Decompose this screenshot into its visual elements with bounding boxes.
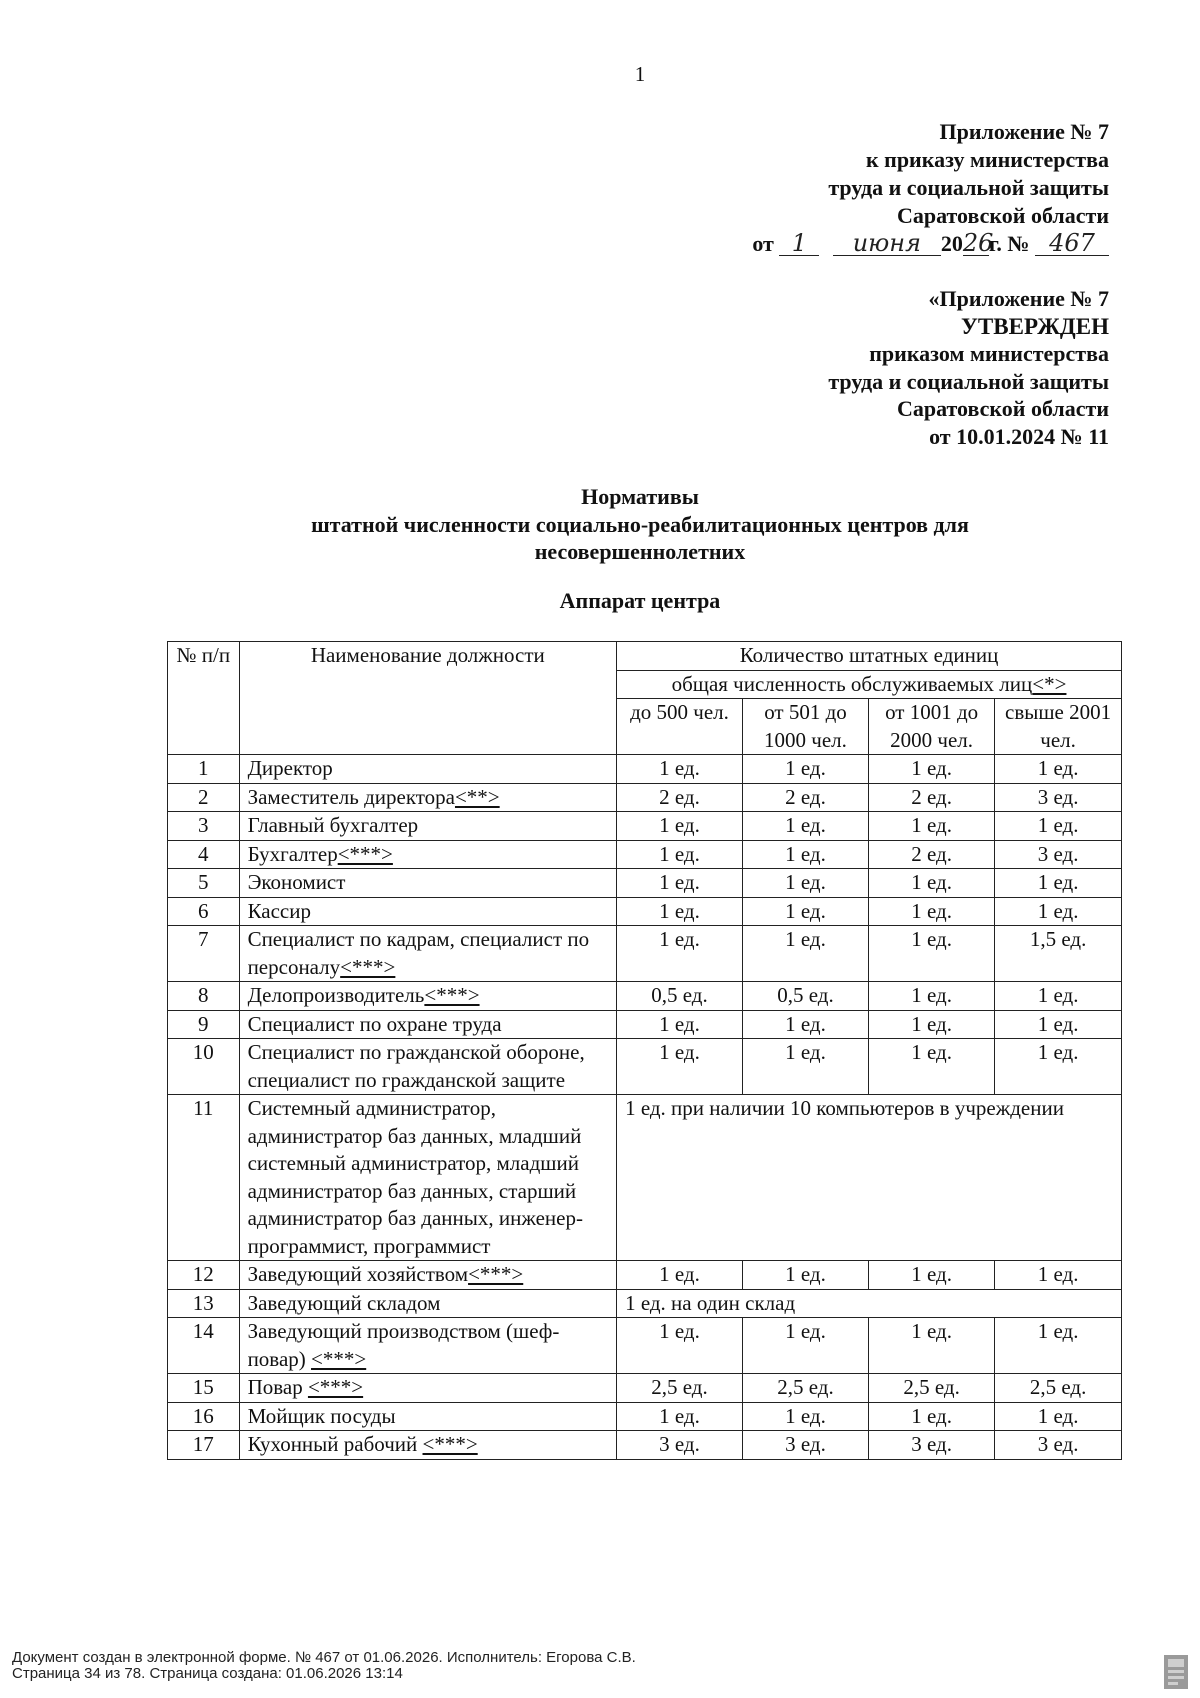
title-line-1: Нормативы [581, 484, 699, 509]
order-year-postfix: г. № [988, 231, 1030, 256]
row-units-q3: 1 ед. [869, 812, 995, 841]
footnote-ref: <***> [468, 1262, 524, 1286]
row-position [239, 1318, 617, 1374]
row-number: 8 [168, 982, 240, 1011]
approval-line-2: УТВЕРЖДЕН [961, 313, 1109, 339]
row-units-q2: 1 ед. [742, 1039, 868, 1095]
row-number: 14 [168, 1318, 240, 1374]
footnote-ref: <***> [422, 1432, 478, 1456]
row-units-q4: 1 ед. [995, 812, 1122, 841]
row-units-q4: 1,5 ед. [995, 926, 1122, 982]
row-units-q2: 1 ед. [742, 812, 868, 841]
table-row [168, 1095, 1122, 1261]
row-units-q3: 1 ед. [869, 1010, 995, 1039]
row-number: 15 [168, 1374, 240, 1403]
position-name: Системный администратор, администратор баз данных, младший системный администратор, младший администратор баз данных, старший администратор баз данных, инженер-программист, программист [247, 1096, 583, 1258]
row-position [239, 869, 617, 898]
row-units-q4: 3 ед. [995, 840, 1122, 869]
row-units-q1: 1 ед. [617, 812, 743, 841]
table-row [168, 869, 1122, 898]
row-number: 13 [168, 1289, 240, 1318]
row-units-q1: 1 ед. [617, 1010, 743, 1039]
row-position [239, 783, 617, 812]
table-row [168, 783, 1122, 812]
row-units-q3: 1 ед. [869, 869, 995, 898]
table-row [168, 1318, 1122, 1374]
header-q1: до 500 чел. [617, 699, 743, 755]
row-number: 11 [168, 1095, 240, 1261]
row-position [239, 982, 617, 1011]
row-units-q3: 1 ед. [869, 1039, 995, 1095]
row-units-q1: 1 ед. [617, 1039, 743, 1095]
header-population-ref: <*> [1032, 671, 1067, 696]
order-date-number [752, 230, 1109, 258]
approval-line-1: «Приложение № 7 [928, 286, 1109, 311]
position-name: Делопроизводитель [247, 983, 425, 1007]
row-units-q3: 1 ед. [869, 1261, 995, 1290]
title-line-3: несовершеннолетних [534, 539, 746, 564]
row-units-note: 1 ед. на один склад [617, 1289, 1122, 1318]
row-position [239, 812, 617, 841]
position-name: Бухгалтер [247, 841, 338, 866]
table-row [168, 1261, 1122, 1290]
footer [12, 1650, 636, 1682]
row-units-q4: 1 ед. [995, 1318, 1122, 1374]
row-position [239, 840, 617, 869]
row-position [239, 897, 617, 926]
row-units-q4: 1 ед. [995, 755, 1122, 784]
row-units-q2: 2 ед. [742, 783, 868, 812]
row-units-q4: 1 ед. [995, 897, 1122, 926]
row-units-q2: 1 ед. [742, 1010, 868, 1039]
table-row [168, 1431, 1122, 1460]
table-row [168, 840, 1122, 869]
row-number: 5 [168, 869, 240, 898]
row-number: 7 [168, 926, 240, 982]
row-units-q2: 1 ед. [742, 926, 868, 982]
order-month: июня [833, 231, 941, 256]
row-units-q4: 1 ед. [995, 1039, 1122, 1095]
appendix-line-1: Приложение № 7 [939, 119, 1109, 144]
footer-line-1: Документ создан в электронной форме. № 467 от 01.06.2026. Исполнитель: Егорова С.В. [12, 1649, 636, 1666]
row-number: 2 [168, 783, 240, 812]
approval-line-6: от 10.01.2024 № 11 [929, 423, 1109, 449]
order-number: 467 [1035, 231, 1109, 256]
approval-line-4: труда и социальной защиты [828, 368, 1109, 394]
approval-line-5: Саратовской области [896, 396, 1109, 421]
row-units-q1: 0,5 ед. [617, 982, 743, 1011]
row-units-q1: 1 ед. [617, 869, 743, 898]
row-number: 10 [168, 1039, 240, 1095]
position-name: Кухонный рабочий [247, 1432, 423, 1456]
row-units-q1: 1 ед. [617, 840, 743, 869]
appendix-header [689, 118, 1109, 230]
approval-line-3: приказом министерства [869, 341, 1109, 366]
order-prefix: от [752, 231, 774, 256]
row-units-q1: 3 ед. [617, 1431, 743, 1460]
row-position [239, 1261, 617, 1290]
row-units-q1: 1 ед. [617, 1261, 743, 1290]
table-row [168, 812, 1122, 841]
footnote-ref: <***> [307, 1375, 364, 1399]
approval-header [689, 285, 1109, 450]
row-units-q4: 1 ед. [995, 869, 1122, 898]
title-line-2: штатной численности социально-реабилитационных центров для [311, 511, 969, 537]
table-row [168, 897, 1122, 926]
row-units-q4: 1 ед. [995, 1010, 1122, 1039]
header-q4: свыше 2001 чел. [995, 699, 1122, 755]
row-units-q2: 1 ед. [742, 1261, 868, 1290]
footer-line-2: Страница 34 из 78. Страница создана: 01.06.2026 13:14 [12, 1665, 403, 1682]
order-day: 1 [779, 231, 819, 256]
row-position [239, 1010, 617, 1039]
appendix-line-3: труда и социальной защиты [828, 175, 1109, 200]
row-position [239, 926, 617, 982]
row-units-q3: 1 ед. [869, 1318, 995, 1374]
row-units-q2: 1 ед. [742, 755, 868, 784]
appendix-line-2: к приказу министерства [865, 147, 1109, 172]
footnote-ref: <***> [337, 841, 393, 866]
position-name: Специалист по гражданской обороне, специалист по гражданской защите [247, 1040, 585, 1092]
row-units-q3: 2 ед. [869, 783, 995, 812]
document-system-icon [1164, 1655, 1188, 1689]
position-name: Заведующий хозяйством [247, 1262, 469, 1286]
row-units-q3: 2 ед. [869, 840, 995, 869]
row-number: 4 [168, 840, 240, 869]
table-row [168, 926, 1122, 982]
table-row [168, 755, 1122, 784]
table-row [168, 1402, 1122, 1431]
row-units-q3: 1 ед. [869, 897, 995, 926]
row-position [239, 1402, 617, 1431]
row-units-q3: 1 ед. [869, 1402, 995, 1431]
row-units-q3: 3 ед. [869, 1431, 995, 1460]
row-units-q3: 2,5 ед. [869, 1374, 995, 1403]
position-name: Заместитель директора [247, 784, 455, 809]
header-population-text: общая численность обслуживаемых лиц [671, 671, 1033, 696]
position-name: Заведующий складом [247, 1290, 441, 1315]
position-name: Специалист по кадрам, специалист по персоналу [247, 927, 590, 979]
staffing-table [167, 641, 1122, 1460]
row-number: 1 [168, 755, 240, 784]
row-number: 12 [168, 1261, 240, 1290]
header-units: Количество штатных единиц [617, 642, 1122, 671]
row-units-q1: 1 ед. [617, 1402, 743, 1431]
footnote-ref: <**> [454, 784, 500, 809]
position-name: Экономист [247, 870, 346, 894]
row-position [239, 1039, 617, 1095]
row-number: 3 [168, 812, 240, 841]
footnote-ref: <***> [340, 954, 396, 979]
row-units-q4: 1 ед. [995, 982, 1122, 1011]
row-position [239, 755, 617, 784]
table-row [168, 1374, 1122, 1403]
table-row [168, 982, 1122, 1011]
row-number: 17 [168, 1431, 240, 1460]
row-units-q1: 1 ед. [617, 755, 743, 784]
row-units-q2: 2,5 ед. [742, 1374, 868, 1403]
appendix-line-4: Саратовской области [896, 203, 1109, 228]
row-units-q1: 1 ед. [617, 897, 743, 926]
row-units-q2: 1 ед. [742, 1318, 868, 1374]
row-units-q2: 1 ед. [742, 897, 868, 926]
table-body [168, 755, 1122, 1460]
row-position [239, 1431, 617, 1460]
position-name: Повар [247, 1375, 308, 1399]
header-q3: от 1001 до 2000 чел. [869, 699, 995, 755]
row-units-q4: 1 ед. [995, 1402, 1122, 1431]
row-position [239, 1289, 617, 1318]
row-units-q4: 2,5 ед. [995, 1374, 1122, 1403]
row-units-q4: 3 ед. [995, 1431, 1122, 1460]
header-position: Наименование должности [239, 642, 617, 755]
table-row [168, 1289, 1122, 1318]
row-units-q1: 1 ед. [617, 926, 743, 982]
row-number: 9 [168, 1010, 240, 1039]
row-units-q1: 2 ед. [617, 783, 743, 812]
row-position [239, 1095, 617, 1261]
row-units-q2: 0,5 ед. [742, 982, 868, 1011]
row-units-q2: 1 ед. [742, 869, 868, 898]
row-number: 6 [168, 897, 240, 926]
footnote-ref: <***> [424, 983, 480, 1007]
section-title: Аппарат центра [559, 588, 721, 613]
header-q2: от 501 до 1000 чел. [742, 699, 868, 755]
row-units-q2: 1 ед. [742, 1402, 868, 1431]
header-number: № п/п [168, 642, 240, 755]
order-year-suffix: 26 [962, 229, 994, 257]
row-units-q4: 3 ед. [995, 783, 1122, 812]
row-units-note: 1 ед. при наличии 10 компьютеров в учреждении [617, 1095, 1122, 1261]
position-name: Кассир [247, 898, 311, 923]
row-units-q3: 1 ед. [869, 926, 995, 982]
position-name: Специалист по охране труда [247, 1011, 502, 1036]
position-name: Заведующий производством (шеф-повар) [247, 1319, 560, 1371]
row-number: 16 [168, 1402, 240, 1431]
table-row [168, 1010, 1122, 1039]
row-position [239, 1374, 617, 1403]
row-units-q1: 1 ед. [617, 1318, 743, 1374]
row-units-q1: 2,5 ед. [617, 1374, 743, 1403]
position-name: Директор [247, 756, 333, 780]
position-name: Главный бухгалтер [247, 813, 419, 837]
row-units-q4: 1 ед. [995, 1261, 1122, 1290]
table-row [168, 1039, 1122, 1095]
position-name: Мойщик посуды [247, 1403, 396, 1428]
document-title [0, 483, 1200, 566]
row-units-q2: 1 ед. [742, 840, 868, 869]
order-year-prefix: 20 [940, 231, 963, 256]
row-units-q2: 3 ед. [742, 1431, 868, 1460]
page-number: 1 [634, 62, 646, 86]
row-units-q3: 1 ед. [869, 982, 995, 1011]
row-units-q3: 1 ед. [869, 755, 995, 784]
header-population [617, 670, 1122, 699]
footnote-ref: <***> [311, 1346, 367, 1371]
